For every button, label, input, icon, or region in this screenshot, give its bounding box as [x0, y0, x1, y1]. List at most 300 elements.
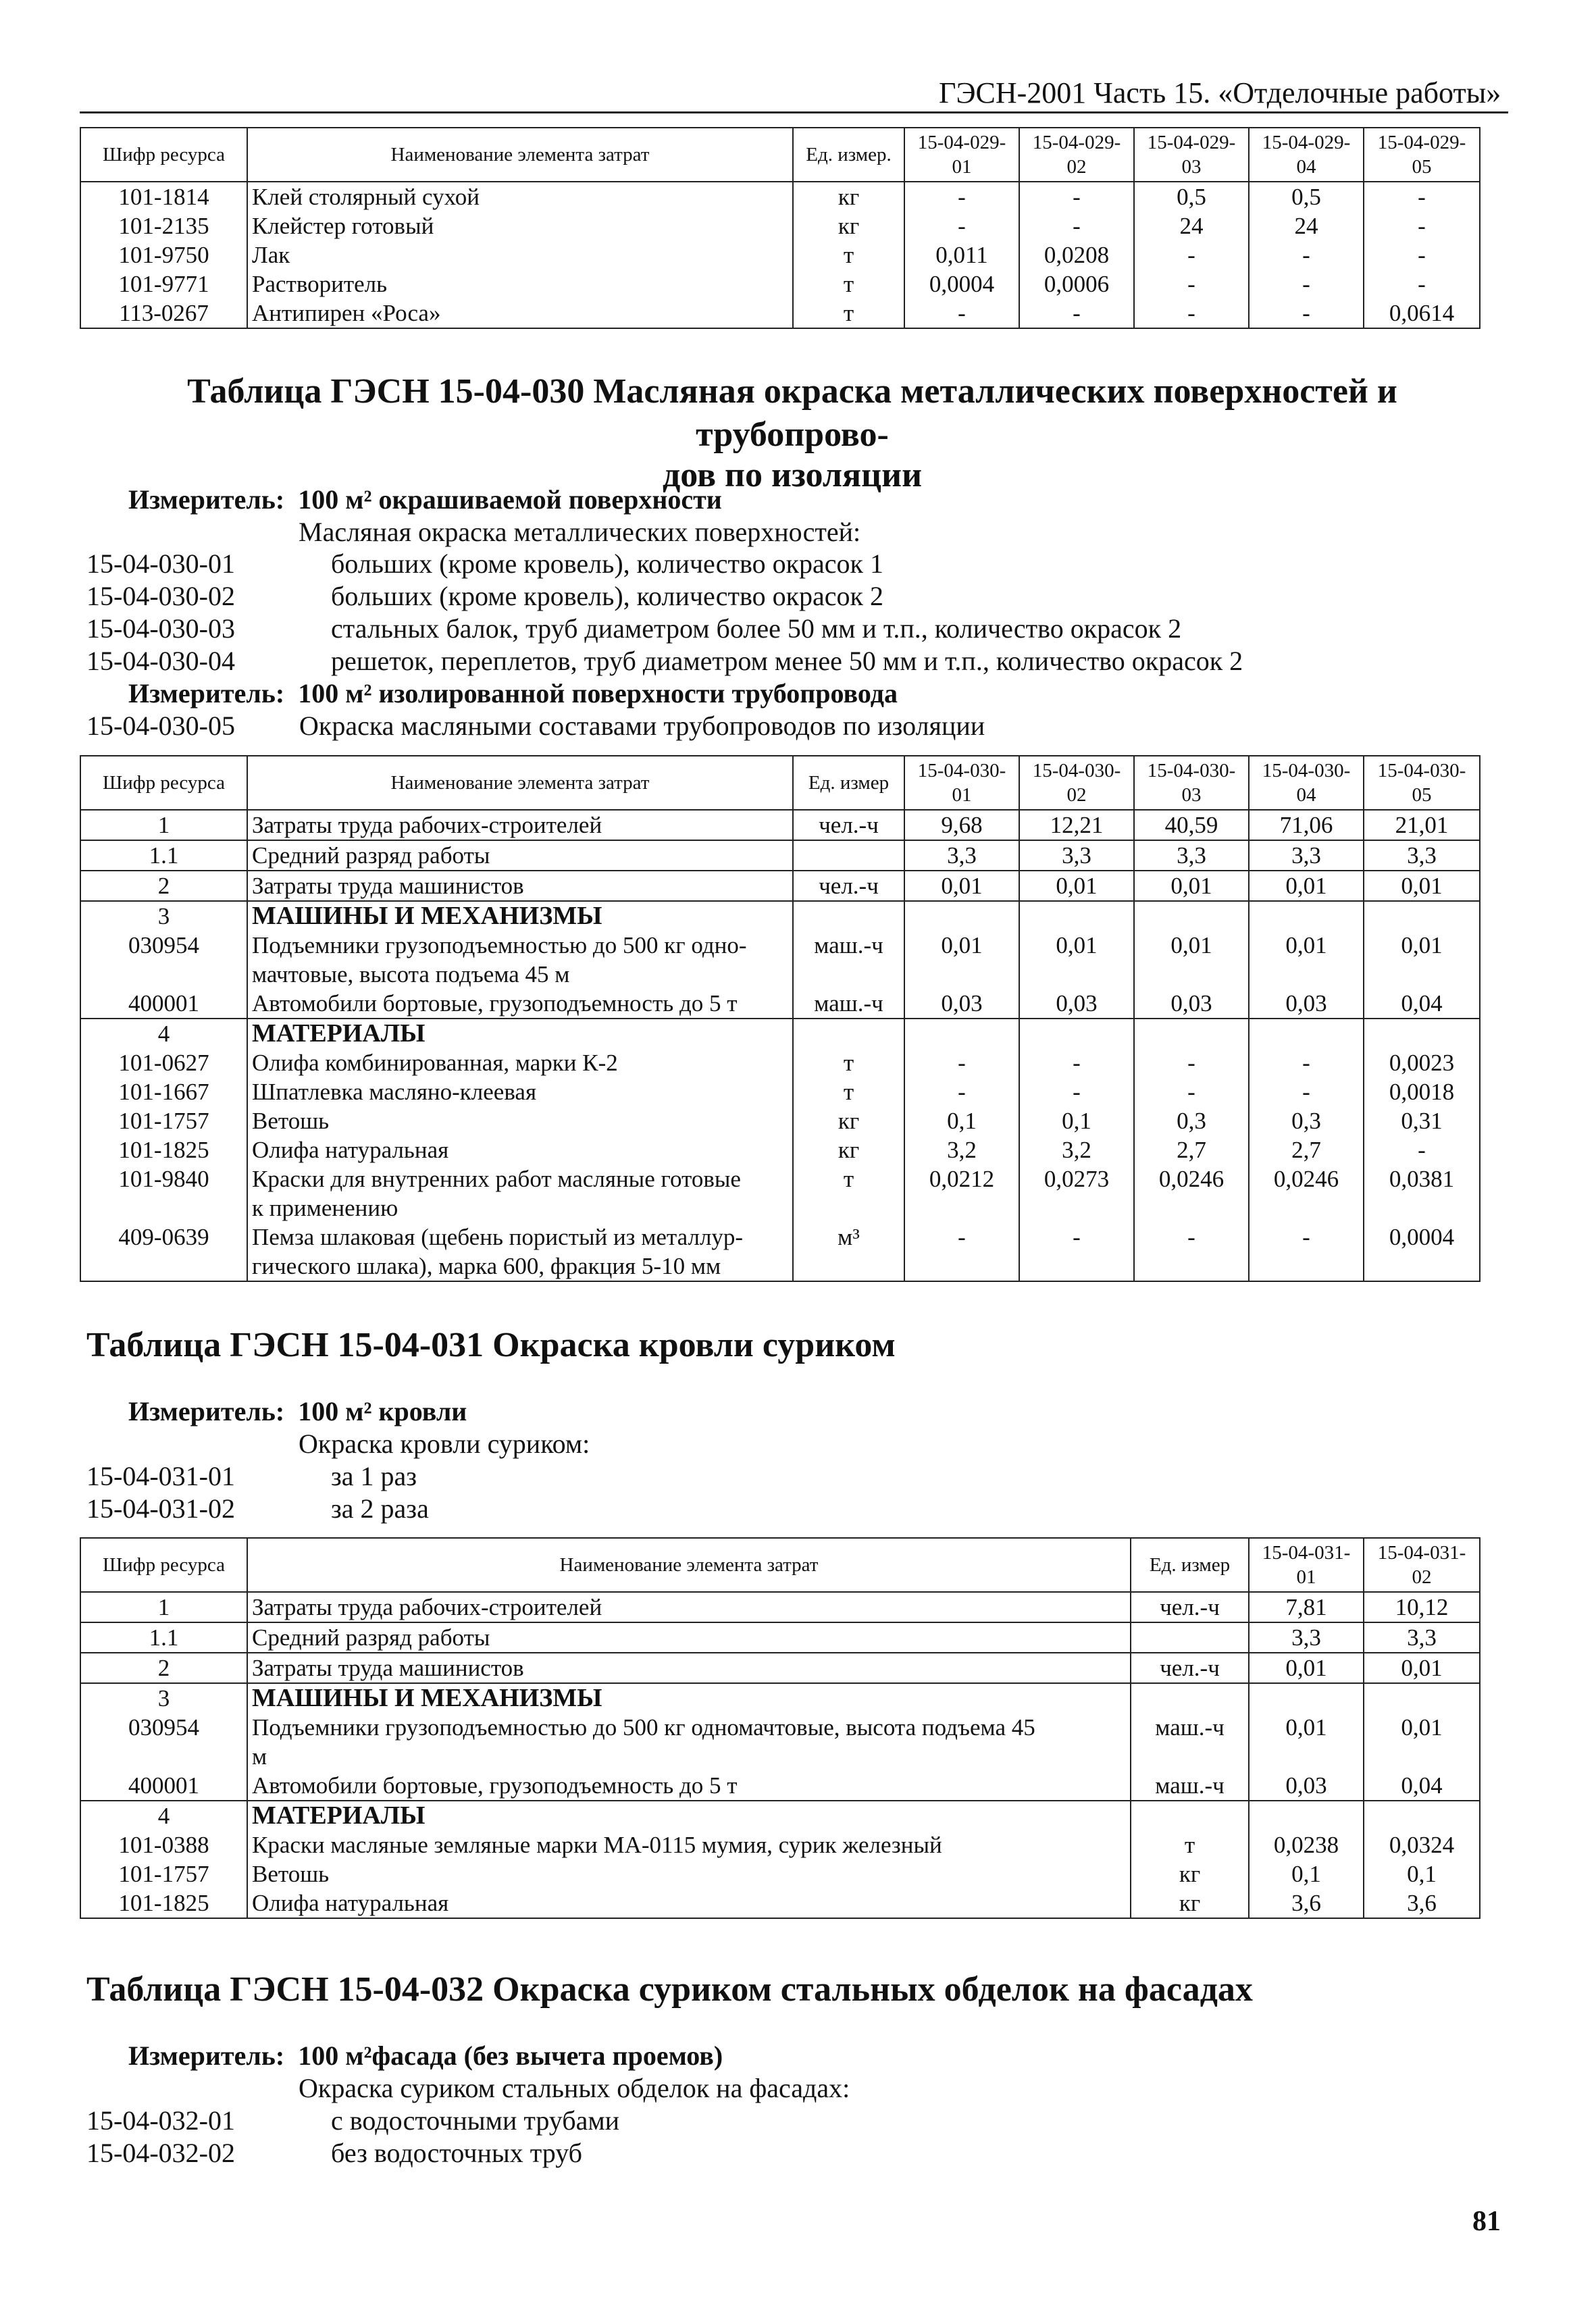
cell-value	[1364, 1683, 1480, 1713]
cell-code: 1	[80, 810, 247, 840]
cell-name-line: Краски для внутренних работ масляные готовые	[252, 1166, 741, 1192]
cell-value: -	[1364, 269, 1480, 299]
cell-unit	[793, 840, 904, 871]
cell-value: 0,0246	[1134, 1164, 1249, 1223]
table-row	[80, 1888, 1480, 1918]
table-row	[80, 1771, 1480, 1801]
cell-name-line: Олифа натуральная	[252, 1890, 449, 1916]
cell-value: 0,01	[1249, 871, 1364, 901]
work-code: 15-04-032-01	[86, 2105, 235, 2136]
cell-value: 0,3	[1249, 1106, 1364, 1135]
table-row	[80, 1135, 1480, 1164]
cell-value: 0,1	[1364, 1859, 1480, 1888]
cell-value: -	[1134, 1223, 1249, 1281]
work-item	[86, 613, 1182, 645]
col-header-name: Наименование элемента затрат	[247, 128, 793, 182]
cell-name-line: Клей столярный сухой	[252, 184, 480, 210]
cell-name-line: Средний разряд работы	[252, 1624, 490, 1651]
cell-value	[1249, 901, 1364, 931]
col-header-norm: 15-04-029-05	[1364, 128, 1480, 182]
cell-name	[247, 989, 793, 1019]
cell-unit: т	[793, 1164, 904, 1223]
work-code: 15-04-030-01	[86, 548, 235, 579]
cell-unit	[793, 901, 904, 931]
cell-value: 0,04	[1364, 989, 1480, 1019]
cell-value: 3,3	[1134, 840, 1249, 871]
cell-unit	[1131, 1683, 1249, 1713]
cell-unit: чел.-ч	[793, 871, 904, 901]
work-text: за 2 раза	[331, 1493, 429, 1524]
cell-name-line: МАТЕРИАЛЫ	[252, 1019, 426, 1048]
cell-unit: кг	[1131, 1859, 1249, 1888]
cell-value: 3,6	[1364, 1888, 1480, 1918]
cell-value: 0,01	[1249, 1653, 1364, 1683]
table-row	[80, 1801, 1480, 1830]
cell-name	[247, 1135, 793, 1164]
cell-value	[1134, 1019, 1249, 1048]
table-body	[80, 182, 1480, 328]
work-code: 15-04-031-02	[86, 1493, 235, 1524]
cell-value: 3,2	[904, 1135, 1019, 1164]
cell-value	[1249, 1019, 1364, 1048]
table-row	[80, 1223, 1480, 1281]
cell-value: -	[1249, 240, 1364, 269]
cell-value: -	[1134, 299, 1249, 328]
cell-unit: кг	[793, 1135, 904, 1164]
table-title-line: Таблица ГЭСН 15-04-030 Масляная окраска металлических поверхностей и трубопрово-	[187, 372, 1397, 454]
col-header-unit: Ед. измер	[793, 756, 904, 810]
cell-value	[1249, 1801, 1364, 1830]
work-item	[86, 548, 883, 580]
cell-name	[247, 1223, 793, 1281]
cell-value: 3,3	[1249, 1622, 1364, 1653]
cell-name	[247, 1019, 793, 1048]
cell-value: -	[1364, 211, 1480, 240]
cell-name-line: Растворитель	[252, 271, 388, 297]
cell-name	[247, 269, 793, 299]
cell-name	[247, 240, 793, 269]
table-row	[80, 840, 1480, 871]
cell-unit	[793, 1019, 904, 1048]
cell-value: 3,3	[1249, 840, 1364, 871]
cell-name-line: Клейстер готовый	[252, 213, 434, 239]
cell-code: 101-1667	[80, 1077, 247, 1106]
work-group-title: Окраска кровли суриком:	[299, 1429, 590, 1459]
cell-code: 2	[80, 871, 247, 901]
table-row	[80, 1164, 1480, 1223]
work-text: Окраска масляными составами трубопроводов по изоляции	[299, 711, 985, 741]
cell-name	[247, 1683, 1131, 1713]
cell-code: 101-0627	[80, 1048, 247, 1077]
cell-value: 3,2	[1019, 1135, 1134, 1164]
cell-value: -	[1249, 1223, 1364, 1281]
cell-value: 0,01	[1249, 1713, 1364, 1771]
cell-unit: т	[793, 1048, 904, 1077]
cell-name	[247, 1859, 1131, 1888]
cell-value: -	[1249, 299, 1364, 328]
cell-value: 0,5	[1249, 182, 1364, 211]
table-row	[80, 871, 1480, 901]
col-header-norm: 15-04-031-02	[1364, 1538, 1480, 1592]
cell-name-line: Краски масляные земляные марки МА-0115 мумия, сурик железный	[252, 1832, 942, 1858]
cell-value: 0,03	[1134, 989, 1249, 1019]
cell-value: -	[1249, 269, 1364, 299]
col-header-norm: 15-04-030-04	[1249, 756, 1364, 810]
work-group-title: Масляная окраска металлических поверхностей:	[299, 517, 861, 547]
cell-name-line: Затраты труда рабочих-строителей	[252, 1594, 602, 1620]
cell-name-line: Шпатлевка масляно-клеевая	[252, 1079, 537, 1105]
cell-name	[247, 840, 793, 871]
cell-name	[247, 211, 793, 240]
work-code: 15-04-030-04	[86, 646, 235, 676]
cell-code: 3	[80, 1683, 247, 1713]
cell-code: 101-9750	[80, 240, 247, 269]
cell-value: 0,5	[1134, 182, 1249, 211]
cell-value: 3,3	[1019, 840, 1134, 871]
cell-value: -	[1134, 1048, 1249, 1077]
measurer	[128, 677, 898, 710]
cell-unit	[1131, 1801, 1249, 1830]
cell-value: 12,21	[1019, 810, 1134, 840]
cell-value: 7,81	[1249, 1592, 1364, 1622]
table-15-04-030	[80, 755, 1481, 1282]
cell-value: -	[1019, 1048, 1134, 1077]
cell-code: 101-1757	[80, 1859, 247, 1888]
cell-value	[904, 1019, 1019, 1048]
work-item	[86, 1460, 417, 1493]
cell-value: 0,03	[1249, 1771, 1364, 1801]
cell-unit: чел.-ч	[1131, 1592, 1249, 1622]
cell-value: 0,31	[1364, 1106, 1480, 1135]
cell-value: -	[1019, 299, 1134, 328]
cell-value: 0,01	[904, 931, 1019, 989]
col-header-name: Наименование элемента затрат	[247, 756, 793, 810]
measurer-text: 100 м² изолированной поверхности трубопровода	[298, 678, 898, 709]
cell-value: 0,01	[1364, 931, 1480, 989]
measurer-label: Измеритель:	[128, 2040, 285, 2071]
cell-name-line: Средний разряд работы	[252, 842, 490, 869]
work-text: за 1 раз	[331, 1461, 417, 1491]
cell-value: 3,3	[1364, 1622, 1480, 1653]
work-text: решеток, переплетов, труб диаметром менее 50 мм и т.п., количество окрасок 2	[331, 646, 1243, 676]
cell-value: 0,0246	[1249, 1164, 1364, 1223]
cell-name-line: МАТЕРИАЛЫ	[252, 1801, 426, 1830]
cell-code: 409-0639	[80, 1223, 247, 1281]
work-item	[86, 645, 1243, 677]
cell-code: 101-1825	[80, 1135, 247, 1164]
col-header-norm: 15-04-029-01	[904, 128, 1019, 182]
cell-name-line: Затраты труда машинистов	[252, 1655, 524, 1681]
work-code: 15-04-030-05	[86, 711, 235, 741]
cell-name-line: Ветошь	[252, 1861, 330, 1887]
cell-name	[247, 299, 793, 328]
col-header-norm: 15-04-030-02	[1019, 756, 1134, 810]
cell-value: 0,01	[1364, 1653, 1480, 1683]
table-row	[80, 1713, 1480, 1771]
cell-name-line: гического шлака), марка 600, фракция 5-10 мм	[252, 1253, 721, 1279]
measurer-label: Измеритель:	[128, 678, 285, 709]
cell-value: -	[1134, 1077, 1249, 1106]
table-row	[80, 1622, 1480, 1653]
cell-unit: кг	[793, 211, 904, 240]
cell-name-line: м	[252, 1743, 267, 1770]
cell-value: -	[904, 1077, 1019, 1106]
cell-value	[1019, 1019, 1134, 1048]
table-row	[80, 901, 1480, 931]
work-text: стальных балок, труб диаметром более 50 мм и т.п., количество окрасок 2	[331, 613, 1182, 644]
measurer	[128, 1395, 467, 1428]
cell-code: 101-1757	[80, 1106, 247, 1135]
cell-unit: т	[793, 1077, 904, 1106]
cell-value: 9,68	[904, 810, 1019, 840]
table-row	[80, 1859, 1480, 1888]
table-15-04-029	[80, 127, 1481, 329]
cell-name	[247, 901, 793, 931]
table-row	[80, 1048, 1480, 1077]
cell-code: 1.1	[80, 840, 247, 871]
cell-code: 101-1814	[80, 182, 247, 211]
cell-value	[1364, 1801, 1480, 1830]
table-row	[80, 211, 1480, 240]
cell-value	[1364, 901, 1480, 931]
cell-name-line: Затраты труда машинистов	[252, 873, 524, 899]
cell-value: -	[1249, 1048, 1364, 1077]
cell-value: 24	[1134, 211, 1249, 240]
cell-name-line: Подъемники грузоподъемностью до 500 кг одно-	[252, 932, 747, 958]
cell-name	[247, 1048, 793, 1077]
work-code: 15-04-032-02	[86, 2138, 235, 2168]
cell-value	[1134, 901, 1249, 931]
table-row	[80, 1592, 1480, 1622]
work-text: без водосточных труб	[331, 2138, 583, 2168]
table-row	[80, 810, 1480, 840]
cell-value: 0,0324	[1364, 1830, 1480, 1859]
table-title-line: дов по изоляции	[662, 456, 923, 494]
table-row	[80, 269, 1480, 299]
cell-name	[247, 1164, 793, 1223]
cell-name-line: Подъемники грузоподъемностью до 500 кг одномачтовые, высота подъема 45	[252, 1714, 1035, 1741]
cell-code: 113-0267	[80, 299, 247, 328]
cell-code: 400001	[80, 1771, 247, 1801]
cell-value: 3,3	[904, 840, 1019, 871]
cell-code: 101-9840	[80, 1164, 247, 1223]
work-text: больших (кроме кровель), количество окрасок 1	[331, 548, 883, 579]
cell-value: 21,01	[1364, 810, 1480, 840]
table-row	[80, 1106, 1480, 1135]
cell-value: 0,01	[1249, 931, 1364, 989]
cell-value: -	[904, 299, 1019, 328]
measurer	[128, 2040, 723, 2072]
cell-value: 3,3	[1364, 840, 1480, 871]
cell-name	[247, 182, 793, 211]
table-row	[80, 989, 1480, 1019]
cell-unit: маш.-ч	[793, 989, 904, 1019]
table-body	[80, 810, 1480, 1281]
cell-name-line: к применению	[252, 1195, 398, 1221]
table-row	[80, 240, 1480, 269]
cell-value: 0,01	[1134, 931, 1249, 989]
work-code: 15-04-030-03	[86, 613, 235, 644]
cell-value: 0,04	[1364, 1771, 1480, 1801]
col-header-norm: 15-04-030-03	[1134, 756, 1249, 810]
cell-code: 4	[80, 1019, 247, 1048]
cell-value: -	[904, 1048, 1019, 1077]
cell-value: 0,0004	[904, 269, 1019, 299]
cell-name-line: мачтовые, высота подъема 45 м	[252, 961, 570, 987]
cell-value: 0,0614	[1364, 299, 1480, 328]
cell-value: -	[1249, 1077, 1364, 1106]
col-header-unit: Ед. измер	[1131, 1538, 1249, 1592]
work-code: 15-04-031-01	[86, 1461, 235, 1491]
cell-code: 1.1	[80, 1622, 247, 1653]
cell-value	[1364, 1019, 1480, 1048]
table-row	[80, 931, 1480, 989]
cell-unit: м³	[793, 1223, 904, 1281]
measurer-label: Измеритель:	[128, 484, 285, 515]
cell-unit: маш.-ч	[793, 931, 904, 989]
work-item	[86, 580, 883, 613]
header-rule	[80, 111, 1508, 113]
cell-value: -	[1134, 240, 1249, 269]
work-item	[86, 2105, 620, 2137]
cell-value: -	[1019, 1077, 1134, 1106]
col-header-norm: 15-04-031-01	[1249, 1538, 1364, 1592]
col-header-norm: 15-04-030-05	[1364, 756, 1480, 810]
cell-unit	[1131, 1622, 1249, 1653]
cell-value: -	[904, 182, 1019, 211]
cell-value: 40,59	[1134, 810, 1249, 840]
cell-code: 101-0388	[80, 1830, 247, 1859]
cell-value: 0,1	[1249, 1859, 1364, 1888]
cell-name-line: Олифа комбинированная, марки К-2	[252, 1050, 618, 1076]
work-group-title: Окраска суриком стальных обделок на фасадах:	[299, 2073, 850, 2103]
cell-value	[1019, 901, 1134, 931]
cell-value: 0,01	[1364, 871, 1480, 901]
cell-value: 0,0208	[1019, 240, 1134, 269]
cell-name	[247, 1830, 1131, 1859]
col-header-code: Шифр ресурса	[80, 1538, 247, 1592]
cell-code: 101-1825	[80, 1888, 247, 1918]
cell-value: -	[1364, 182, 1480, 211]
table-row	[80, 299, 1480, 328]
cell-value: -	[1364, 240, 1480, 269]
cell-name	[247, 1592, 1131, 1622]
cell-name	[247, 931, 793, 989]
cell-code: 1	[80, 1592, 247, 1622]
cell-code: 3	[80, 901, 247, 931]
cell-value: 0,0273	[1019, 1164, 1134, 1223]
cell-value: 0,01	[1019, 931, 1134, 989]
cell-value: 0,03	[1019, 989, 1134, 1019]
cell-unit: кг	[793, 182, 904, 211]
cell-code: 030954	[80, 931, 247, 989]
table-row	[80, 1830, 1480, 1859]
table-row	[80, 1077, 1480, 1106]
cell-value: -	[1019, 182, 1134, 211]
cell-code: 2	[80, 1653, 247, 1683]
cell-value: 0,0023	[1364, 1048, 1480, 1077]
cell-value: 0,0006	[1019, 269, 1134, 299]
col-header-code: Шифр ресурса	[80, 128, 247, 182]
cell-name-line: МАШИНЫ И МЕХАНИЗМЫ	[252, 902, 602, 930]
cell-value: 24	[1249, 211, 1364, 240]
cell-value	[904, 901, 1019, 931]
cell-value: 2,7	[1249, 1135, 1364, 1164]
cell-value: 0,03	[904, 989, 1019, 1019]
cell-name-line: Затраты труда рабочих-строителей	[252, 812, 602, 838]
col-header-unit: Ед. измер.	[793, 128, 904, 182]
work-item	[86, 710, 985, 742]
table-15-04-031	[80, 1537, 1481, 1919]
table-title: Таблица ГЭСН 15-04-031 Окраска кровли суриком	[86, 1326, 896, 1364]
cell-value: 0,1	[904, 1106, 1019, 1135]
col-header-norm: 15-04-029-02	[1019, 128, 1134, 182]
cell-unit: чел.-ч	[793, 810, 904, 840]
cell-value	[1249, 1683, 1364, 1713]
cell-value: -	[904, 211, 1019, 240]
cell-code: 101-2135	[80, 211, 247, 240]
cell-value: 0,0212	[904, 1164, 1019, 1223]
cell-value: 0,0238	[1249, 1830, 1364, 1859]
page-number: 81	[1472, 2206, 1501, 2237]
cell-value: 71,06	[1249, 810, 1364, 840]
measurer-label: Измеритель:	[128, 1396, 285, 1426]
cell-value: 10,12	[1364, 1592, 1480, 1622]
cell-name	[247, 871, 793, 901]
cell-name-line: Лак	[252, 242, 290, 268]
cell-unit: т	[793, 269, 904, 299]
cell-name-line: Олифа натуральная	[252, 1137, 449, 1163]
cell-code: 101-9771	[80, 269, 247, 299]
cell-unit: кг	[793, 1106, 904, 1135]
table-title: Таблица ГЭСН 15-04-032 Окраска суриком стальных обделок на фасадах	[86, 1970, 1253, 2009]
col-header-code: Шифр ресурса	[80, 756, 247, 810]
cell-name-line: Автомобили бортовые, грузоподъемность до 5 т	[252, 990, 738, 1017]
cell-value: -	[1019, 211, 1134, 240]
cell-name	[247, 810, 793, 840]
work-text: с водосточными трубами	[331, 2105, 620, 2136]
cell-value: -	[1134, 269, 1249, 299]
measurer	[128, 484, 722, 516]
cell-unit: т	[793, 299, 904, 328]
col-header-norm: 15-04-029-04	[1249, 128, 1364, 182]
cell-value: -	[1364, 1135, 1480, 1164]
table-body	[80, 1592, 1480, 1918]
cell-value: 0,01	[904, 871, 1019, 901]
measurer-text: 100 м² кровли	[298, 1396, 467, 1426]
cell-value: 0,0018	[1364, 1077, 1480, 1106]
cell-name	[247, 1077, 793, 1106]
table-row	[80, 1019, 1480, 1048]
work-item	[86, 2137, 583, 2169]
cell-code: 030954	[80, 1713, 247, 1771]
cell-value: 2,7	[1134, 1135, 1249, 1164]
table-row	[80, 182, 1480, 211]
cell-unit: чел.-ч	[1131, 1653, 1249, 1683]
cell-name	[247, 1801, 1131, 1830]
cell-value: 0,0381	[1364, 1164, 1480, 1223]
measurer-text: 100 м² окрашиваемой поверхности	[298, 484, 722, 515]
cell-value: 3,6	[1249, 1888, 1364, 1918]
cell-value: -	[904, 1223, 1019, 1281]
measurer-text: 100 м²фасада (без вычета проемов)	[298, 2040, 723, 2071]
work-text: больших (кроме кровель), количество окрасок 2	[331, 581, 883, 611]
cell-value: 0,1	[1019, 1106, 1134, 1135]
cell-code: 4	[80, 1801, 247, 1830]
cell-name-line: Пемза шлаковая (щебень пористый из металлур-	[252, 1224, 744, 1250]
cell-name	[247, 1888, 1131, 1918]
cell-name-line: МАШИНЫ И МЕХАНИЗМЫ	[252, 1684, 602, 1712]
